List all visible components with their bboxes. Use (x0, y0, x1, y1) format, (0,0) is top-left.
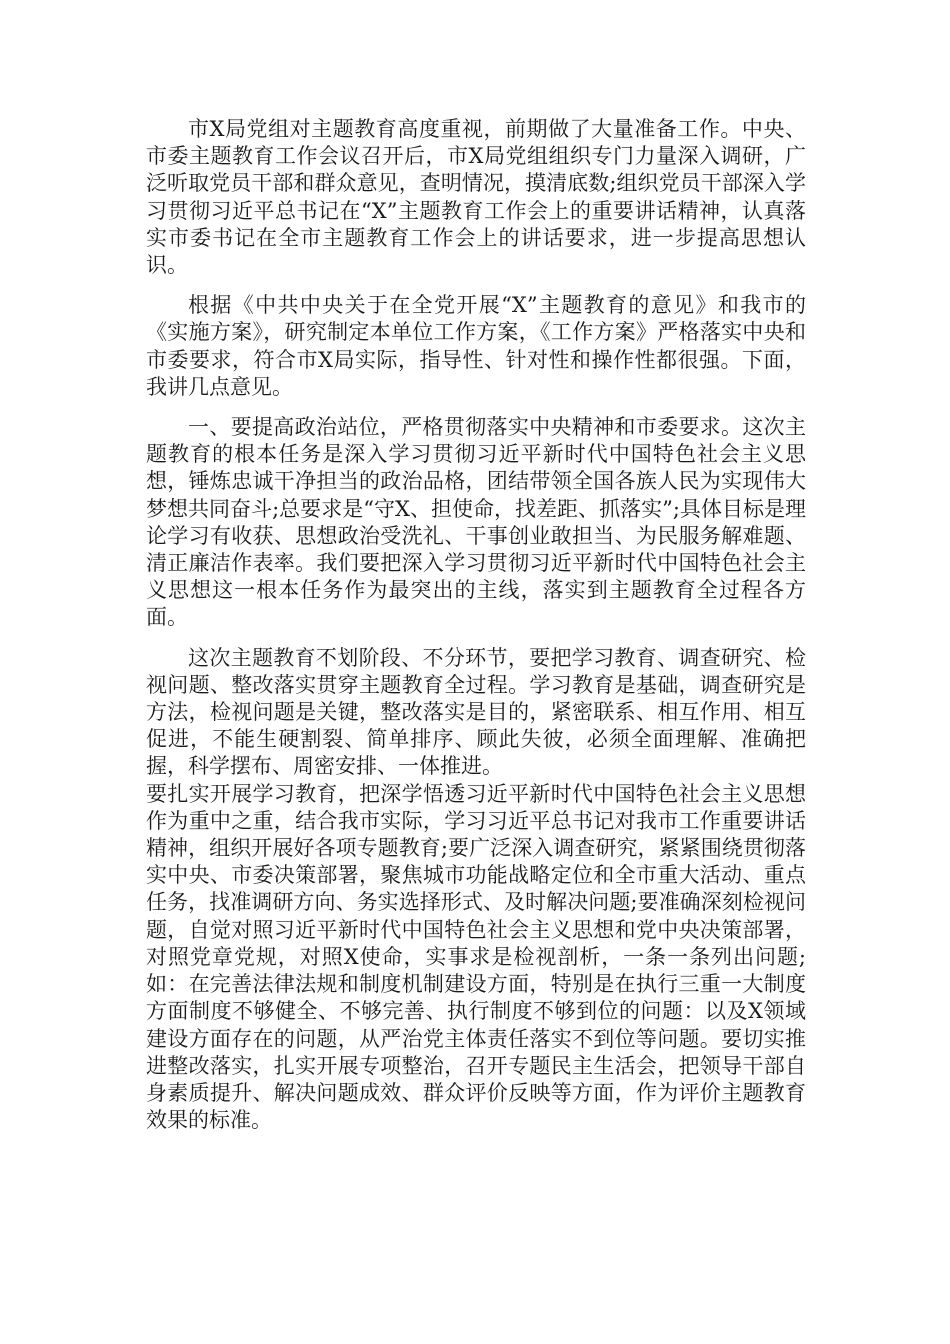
paragraph-5: 要扎实开展学习教育，把深学悟透习近平新时代中国特色社会主义思想作为重中之重，结合我市实际，学习习近平总书记对我市工作重要讲话精神，组织开展好各项专题教育;要广泛深入调查研究，紧紧围绕贯彻落实中央、市委决策部署，聚焦城市功能战略定位和全市重大活动、重点任务，找准调研方向、务实选择形式、及时解决问题;要准确深刻检视问题，自觉对照习近平新时代中国特色社会主义思想和党中央决策部署，对照党章党规，对照X使命，实事求是检视剖析，一条一条列出问题;如：在完善法律法规和制度机制建设方面，特别是在执行三重一大制度方面制度不够健全、不够完善、执行制度不够到位的问题：以及X领域建设方面存在的问题，从严治党主体责任落实不到位等问题。要切实推进整改落实，扎实开展专项整治，召开专题民主生活会，把领导干部自身素质提升、解决问题成效、群众评价反映等方面，作为评价主题教育效果的标准。 (146, 781, 806, 1133)
paragraph-4: 这次主题教育不划阶段、不分环节，要把学习教育、调查研究、检视问题、整改落实贯穿主题教育全过程。学习教育是基础，调查研究是方法，检视问题是关键，整改落实是目的，紧密联系、相互作用、相互促进，不能生硬割裂、简单排序、顾此失彼，必须全面理解、准确把握，科学摆布、周密安排、一体推进。 (146, 645, 806, 779)
paragraph-2: 根据《中共中央关于在全党开展“X”主题教育的意见》和我市的《实施方案》，研究制定本单位工作方案，《工作方案》严格落实中央和市委要求，符合市X局实际，指导性、针对性和操作性都很强。下面，我讲几点意见。 (146, 293, 806, 399)
document-body (146, 116, 806, 1134)
paragraph-3: 一、要提高政治站位，严格贯彻落实中央精神和市委要求。这次主题教育的根本任务是深入学习贯彻习近平新时代中国特色社会主义思想，锤炼忠诚干净担当的政治品格，团结带领全国各族人民为实现伟大梦想共同奋斗;总要求是“守X、担使命，找差距、抓落实”;具体目标是理论学习有收获、思想政治受洗礼、干事创业敢担当、为民服务解难题、清正廉洁作表率。我们要把深入学习贯彻习近平新时代中国特色社会主义思想这一根本任务作为最突出的主线，落实到主题教育全过程各方面。 (146, 415, 806, 630)
paragraph-1: 市X局党组对主题教育高度重视，前期做了大量准备工作。中央、市委主题教育工作会议召开后，市X局党组组织专门力量深入调研，广泛听取党员干部和群众意见，查明情况，摸清底数;组织党员干部深入学习贯彻习近平总书记在“X”主题教育工作会上的重要讲话精神，认真落实市委书记在全市主题教育工作会上的讲话要求，进一步提高思想认识。 (146, 117, 806, 278)
